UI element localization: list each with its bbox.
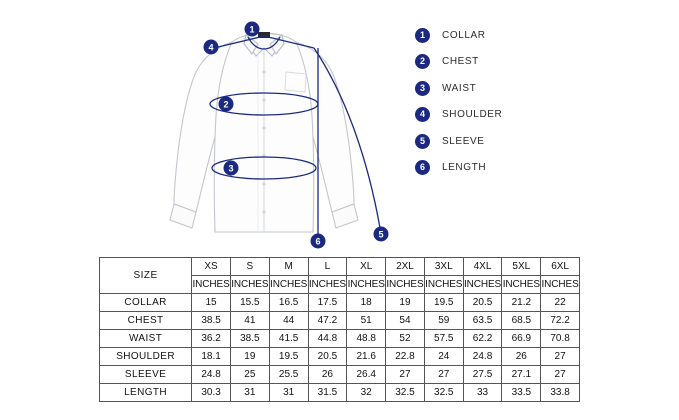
legend-item-shoulder: [415, 102, 595, 129]
cell-shoulder-xl: 21.6: [347, 348, 386, 366]
table-header-s: S: [230, 258, 269, 276]
cell-shoulder-2xl: 22.8: [386, 348, 425, 366]
table-header-l: L: [308, 258, 347, 276]
cell-collar-4xl: 20.5: [463, 294, 502, 312]
legend-item-waist: [415, 75, 595, 102]
cell-collar-6xl: 22: [541, 294, 580, 312]
shirt-illustration: [0, 0, 410, 250]
cell-shoulder-l: 20.5: [308, 348, 347, 366]
cell-sleeve-6xl: 27: [541, 366, 580, 384]
table-header-6xl: 6XL: [541, 258, 580, 276]
cell-chest-4xl: 63.5: [463, 312, 502, 330]
legend-badge-4: 4: [415, 107, 430, 122]
legend-item-sleeve: [415, 128, 595, 155]
cell-waist-l: 44.8: [308, 330, 347, 348]
cell-collar-l: 17.5: [308, 294, 347, 312]
cell-waist-5xl: 66.9: [502, 330, 541, 348]
cell-shoulder-xs: 18.1: [192, 348, 231, 366]
unit-5xl: INCHES: [502, 276, 541, 294]
cell-chest-2xl: 54: [386, 312, 425, 330]
cell-collar-m: 16.5: [269, 294, 308, 312]
legend-item-collar: [415, 22, 595, 49]
cell-waist-xl: 48.8: [347, 330, 386, 348]
cell-length-s: 31: [230, 384, 269, 402]
cell-shoulder-m: 19.5: [269, 348, 308, 366]
table-row: [100, 384, 580, 402]
unit-6xl: INCHES: [541, 276, 580, 294]
legend-label-collar: COLLAR: [442, 29, 486, 41]
cell-chest-6xl: 72.2: [541, 312, 580, 330]
row-label-collar: COLLAR: [100, 294, 192, 312]
table-row: [100, 294, 580, 312]
cell-sleeve-s: 25: [230, 366, 269, 384]
table-corner-label: SIZE: [100, 258, 192, 294]
cell-waist-2xl: 52: [386, 330, 425, 348]
cell-length-l: 31.5: [308, 384, 347, 402]
cell-length-4xl: 33: [463, 384, 502, 402]
legend-badge-1: 1: [415, 28, 430, 43]
cell-sleeve-l: 26: [308, 366, 347, 384]
legend-item-chest: [415, 49, 595, 76]
cell-chest-5xl: 68.5: [502, 312, 541, 330]
table-header-3xl: 3XL: [424, 258, 463, 276]
length-marker: [311, 234, 326, 249]
unit-3xl: INCHES: [424, 276, 463, 294]
cell-chest-l: 47.2: [308, 312, 347, 330]
cell-collar-3xl: 19.5: [424, 294, 463, 312]
cell-collar-5xl: 21.2: [502, 294, 541, 312]
legend-badge-2: 2: [415, 54, 430, 69]
cell-sleeve-3xl: 27: [424, 366, 463, 384]
cell-sleeve-xl: 26.4: [347, 366, 386, 384]
svg-text:1: 1: [249, 24, 255, 35]
cell-shoulder-6xl: 27: [541, 348, 580, 366]
cell-chest-xs: 38.5: [192, 312, 231, 330]
shoulder-marker: [204, 40, 219, 55]
legend-item-length: [415, 155, 595, 182]
cell-sleeve-5xl: 27.1: [502, 366, 541, 384]
cell-shoulder-s: 19: [230, 348, 269, 366]
svg-text:5: 5: [378, 229, 384, 240]
cell-collar-xs: 15: [192, 294, 231, 312]
unit-xl: INCHES: [347, 276, 386, 294]
cell-waist-4xl: 62.2: [463, 330, 502, 348]
svg-text:2: 2: [223, 99, 229, 110]
table-header-xs: XS: [192, 258, 231, 276]
legend-label-length: LENGTH: [442, 162, 487, 174]
collar-marker: [245, 22, 260, 37]
row-label-sleeve: SLEEVE: [100, 366, 192, 384]
cell-sleeve-2xl: 27: [386, 366, 425, 384]
cell-chest-3xl: 59: [424, 312, 463, 330]
table-row: [100, 348, 580, 366]
cell-length-6xl: 33.8: [541, 384, 580, 402]
unit-m: INCHES: [269, 276, 308, 294]
table-row: [100, 366, 580, 384]
legend-badge-5: 5: [415, 134, 430, 149]
cell-waist-6xl: 70.8: [541, 330, 580, 348]
table-header-2xl: 2XL: [386, 258, 425, 276]
svg-text:4: 4: [208, 42, 214, 53]
chest-marker: [219, 97, 234, 112]
unit-4xl: INCHES: [463, 276, 502, 294]
cell-length-xs: 30.3: [192, 384, 231, 402]
table-header-5xl: 5XL: [502, 258, 541, 276]
table-header-row: [100, 258, 580, 276]
cell-sleeve-m: 25.5: [269, 366, 308, 384]
cell-sleeve-4xl: 27.5: [463, 366, 502, 384]
svg-text:6: 6: [315, 236, 321, 247]
unit-s: INCHES: [230, 276, 269, 294]
cell-chest-xl: 51: [347, 312, 386, 330]
cell-chest-s: 41: [230, 312, 269, 330]
table-row: [100, 330, 580, 348]
cell-shoulder-4xl: 24.8: [463, 348, 502, 366]
cell-collar-s: 15.5: [230, 294, 269, 312]
legend-label-sleeve: SLEEVE: [442, 135, 485, 147]
table-header-4xl: 4XL: [463, 258, 502, 276]
cell-shoulder-5xl: 26: [502, 348, 541, 366]
cell-sleeve-xs: 24.8: [192, 366, 231, 384]
cell-length-3xl: 32.5: [424, 384, 463, 402]
table-header-m: M: [269, 258, 308, 276]
row-label-length: LENGTH: [100, 384, 192, 402]
legend-label-shoulder: SHOULDER: [442, 109, 503, 121]
cell-shoulder-3xl: 24: [424, 348, 463, 366]
legend-label-chest: CHEST: [442, 56, 479, 68]
table-header-xl: XL: [347, 258, 386, 276]
legend-badge-3: 3: [415, 81, 430, 96]
legend-badge-6: 6: [415, 160, 430, 175]
cell-waist-3xl: 57.5: [424, 330, 463, 348]
cell-chest-m: 44: [269, 312, 308, 330]
cell-length-5xl: 33.5: [502, 384, 541, 402]
cell-waist-xs: 36.2: [192, 330, 231, 348]
legend-label-waist: WAIST: [442, 82, 477, 94]
row-label-waist: WAIST: [100, 330, 192, 348]
cell-length-xl: 32: [347, 384, 386, 402]
sleeve-marker: [374, 227, 389, 242]
cell-waist-m: 41.5: [269, 330, 308, 348]
cell-waist-s: 38.5: [230, 330, 269, 348]
waist-marker: [224, 161, 239, 176]
cell-length-m: 31: [269, 384, 308, 402]
cell-length-2xl: 32.5: [386, 384, 425, 402]
legend: [415, 22, 595, 181]
unit-l: INCHES: [308, 276, 347, 294]
cell-collar-2xl: 19: [386, 294, 425, 312]
row-label-chest: CHEST: [100, 312, 192, 330]
table-row: [100, 312, 580, 330]
svg-text:3: 3: [228, 163, 234, 174]
cell-collar-xl: 18: [347, 294, 386, 312]
unit-2xl: INCHES: [386, 276, 425, 294]
unit-xs: INCHES: [192, 276, 231, 294]
size-table: [99, 257, 580, 402]
row-label-shoulder: SHOULDER: [100, 348, 192, 366]
